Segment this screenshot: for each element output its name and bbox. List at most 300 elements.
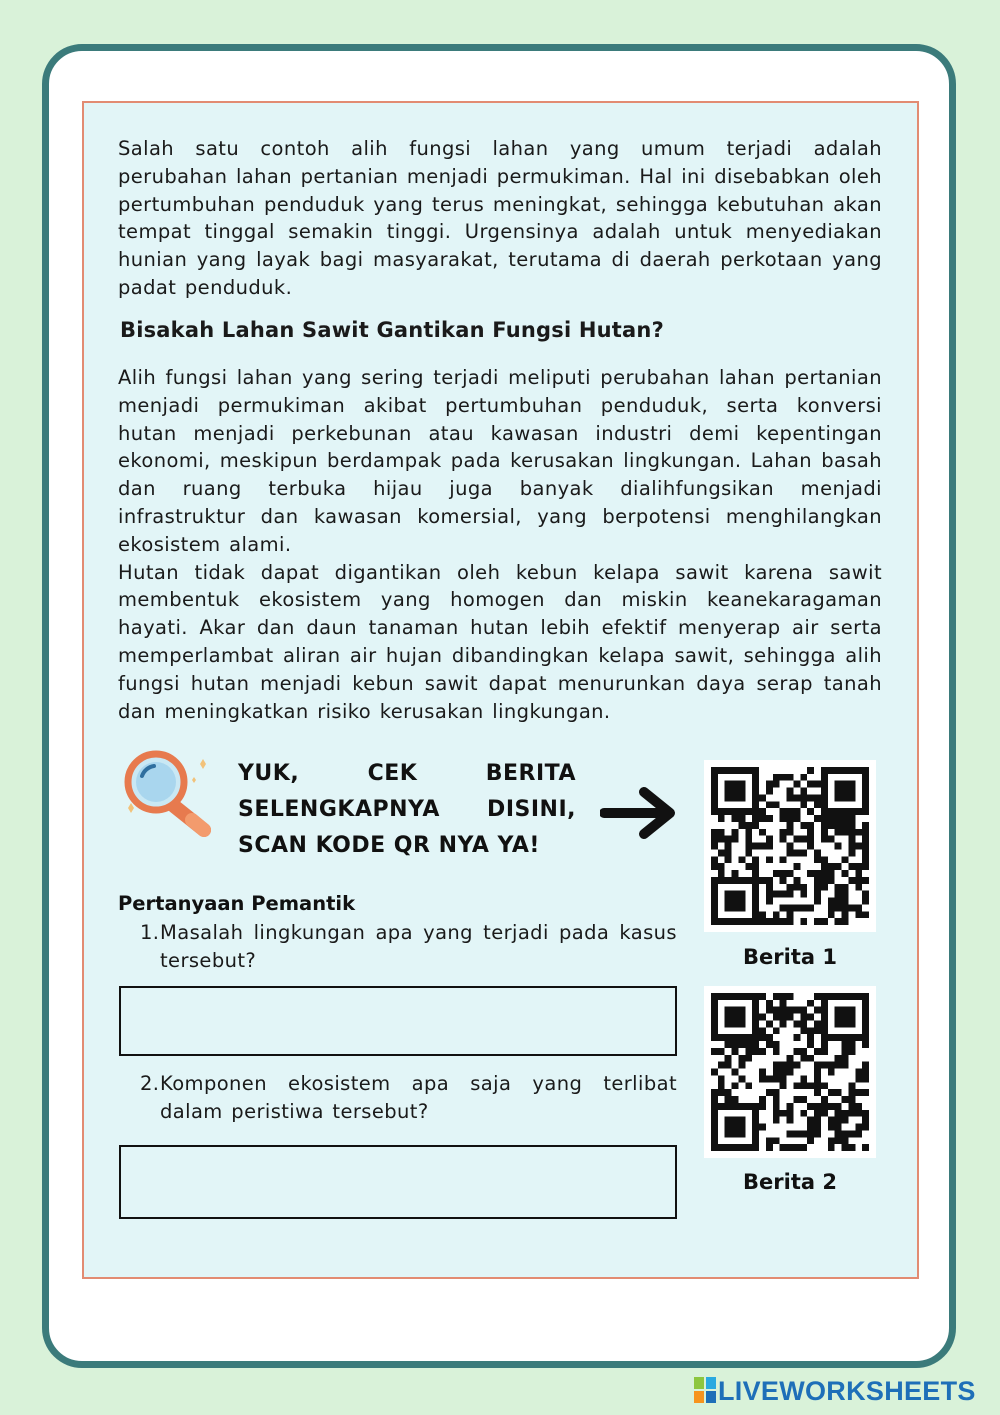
qr-module	[855, 1075, 862, 1082]
qr-module	[787, 774, 794, 781]
qr-module	[711, 1069, 718, 1076]
question-text: Masalah lingkungan apa yang terjadi pada kasus tersebut?	[160, 921, 677, 972]
qr-module	[718, 815, 725, 822]
qr-module	[759, 911, 766, 918]
qr-module	[814, 781, 821, 788]
qr-module	[800, 836, 807, 843]
qr-module	[800, 774, 807, 781]
qr-module	[855, 1069, 862, 1076]
qr-module	[711, 843, 718, 850]
qr-module	[835, 843, 842, 850]
qr-module	[800, 891, 807, 898]
qr-module	[821, 1048, 828, 1055]
qr-module	[848, 1048, 855, 1055]
qr-module	[793, 794, 800, 801]
qr-module	[711, 1048, 718, 1055]
qr-module	[732, 1041, 739, 1048]
qr-module	[725, 1062, 732, 1069]
qr-module	[855, 1103, 862, 1110]
qr-module	[766, 1000, 773, 1007]
qr-module	[800, 1020, 807, 1027]
qr-module	[842, 1117, 849, 1124]
qr-module	[773, 1117, 780, 1124]
qr-module	[773, 1062, 780, 1069]
qr-module	[842, 1144, 849, 1151]
qr-module	[745, 829, 752, 836]
qr-module	[862, 1062, 869, 1069]
qr-module	[814, 1069, 821, 1076]
qr-finder-pattern	[725, 781, 746, 802]
qr-module	[842, 1055, 849, 1062]
qr-module	[835, 1089, 842, 1096]
qr-module	[793, 1034, 800, 1041]
qr-label-2: Berita 2	[743, 1170, 837, 1194]
qr-code-berita-1[interactable]	[704, 760, 876, 932]
qr-module	[814, 1075, 821, 1082]
qr-module	[807, 1055, 814, 1062]
qr-module	[766, 815, 773, 822]
qr-module	[787, 884, 794, 891]
qr-module	[711, 863, 718, 870]
qr-module	[787, 794, 794, 801]
qr-module	[745, 863, 752, 870]
qr-module	[759, 1034, 766, 1041]
qr-module	[821, 829, 828, 836]
qr-module	[814, 1062, 821, 1069]
qr-module	[780, 918, 787, 925]
qr-module	[766, 788, 773, 795]
qr-module	[793, 884, 800, 891]
qr-module	[766, 891, 773, 898]
qr-module	[738, 856, 745, 863]
qr-module	[800, 918, 807, 925]
qr-module	[752, 1048, 759, 1055]
qr-module	[766, 1007, 773, 1014]
qr-module	[787, 993, 794, 1000]
qr-module	[828, 1103, 835, 1110]
qr-module	[828, 1137, 835, 1144]
qr-module	[766, 877, 773, 884]
qr-module	[842, 904, 849, 911]
qr-module	[745, 1055, 752, 1062]
qr-module	[842, 822, 849, 829]
qr-module	[842, 1130, 849, 1137]
qr-module	[793, 1082, 800, 1089]
qr-module	[793, 877, 800, 884]
qr-module	[800, 1096, 807, 1103]
qr-module	[807, 808, 814, 815]
body-paragraphs	[118, 364, 882, 725]
qr-module	[835, 1137, 842, 1144]
qr-module	[780, 877, 787, 884]
qr-module	[800, 822, 807, 829]
qr-module	[848, 1089, 855, 1096]
qr-module	[855, 911, 862, 918]
qr-module	[807, 1041, 814, 1048]
qr-module	[773, 870, 780, 877]
qr-module	[793, 781, 800, 788]
qr-module	[835, 1130, 842, 1137]
qr-module	[814, 849, 821, 856]
qr-module	[800, 788, 807, 795]
qr-module	[828, 911, 835, 918]
qr-module	[773, 1110, 780, 1117]
qr-module	[855, 1130, 862, 1137]
qr-module	[842, 918, 849, 925]
qr-module	[738, 822, 745, 829]
qr-module	[842, 815, 849, 822]
qr-module	[835, 1103, 842, 1110]
qr-module	[793, 849, 800, 856]
qr-module	[780, 815, 787, 822]
qr-module	[821, 870, 828, 877]
qr-module	[787, 918, 794, 925]
qr-module	[800, 1014, 807, 1021]
qr-finder-pattern	[835, 1007, 856, 1028]
qr-module	[814, 1027, 821, 1034]
qr-module	[807, 1103, 814, 1110]
qr-module	[780, 1082, 787, 1089]
qr-module	[814, 856, 821, 863]
qr-module	[862, 836, 869, 843]
qr-module	[752, 815, 759, 822]
qr-module	[732, 1082, 739, 1089]
qr-module	[711, 856, 718, 863]
qr-module	[725, 836, 732, 843]
qr-module	[855, 1110, 862, 1117]
qr-module	[842, 1041, 849, 1048]
qr-module	[780, 993, 787, 1000]
qr-module	[787, 1014, 794, 1021]
qr-module	[835, 1124, 842, 1131]
qr-module	[855, 843, 862, 850]
qr-module	[759, 808, 766, 815]
qr-module	[780, 856, 787, 863]
qr-module	[800, 1130, 807, 1137]
section-heading: Bisakah Lahan Sawit Gantikan Fungsi Hutan?	[120, 318, 664, 342]
qr-module	[814, 884, 821, 891]
qr-module	[835, 815, 842, 822]
qr-module	[807, 1034, 814, 1041]
qr-module	[787, 1103, 794, 1110]
qr-finder-pattern	[725, 1007, 746, 1028]
qr-module	[855, 904, 862, 911]
qr-module	[773, 1048, 780, 1055]
qr-module	[773, 1103, 780, 1110]
intro-paragraph-text: Salah satu contoh alih fungsi lahan yang umum terjadi adalah perubahan lahan pertanian menjadi permukiman. Hal ini disebabkan oleh pertumbuhan penduduk yang terus meningkat, sehingga kebutuhan akan tempat tinggal semakin tinggi. Urgensinya adalah untuk menyediakan hunian yang layak bagi masyarakat, terutama di daerah perkotaan yang padat penduduk.	[118, 137, 883, 299]
qr-module	[738, 1055, 745, 1062]
qr-module	[718, 849, 725, 856]
qr-module	[773, 1041, 780, 1048]
qr-module	[842, 884, 849, 891]
qr-module	[814, 815, 821, 822]
qr-module	[835, 1055, 842, 1062]
body-paragraph-2: Hutan tidak dapat digantikan oleh kebun kelapa sawit karena sawit membentuk ekosistem yang homogen dan miskin keanekaragaman hayati. Akar dan daun tanaman hutan lebih efektif menyerap air serta memperlambat aliran air hujan dibandingkan kelapa sawit, sehingga alih fungsi hutan menjadi kebun sawit dapat menurunkan daya serap tanah dan meningkatkan risiko kerusakan lingkungan.	[118, 560, 882, 723]
qr-code-berita-2[interactable]	[704, 986, 876, 1158]
qr-module	[766, 836, 773, 843]
qr-module	[766, 918, 773, 925]
qr-module	[848, 836, 855, 843]
qr-module	[848, 1041, 855, 1048]
qr-module	[828, 898, 835, 905]
qr-module	[773, 1007, 780, 1014]
callout-line-3: SCAN KODE QR NYA YA!	[238, 833, 540, 858]
qr-finder-pattern	[725, 1117, 746, 1138]
qr-module	[814, 1110, 821, 1117]
qr-module	[842, 870, 849, 877]
qr-module	[862, 863, 869, 870]
qr-module	[738, 1041, 745, 1048]
qr-module	[787, 1007, 794, 1014]
qr-module	[773, 1089, 780, 1096]
qr-module	[793, 863, 800, 870]
qr-module	[711, 829, 718, 836]
qr-module	[752, 822, 759, 829]
qr-module	[814, 1103, 821, 1110]
qr-module	[752, 856, 759, 863]
qr-module	[835, 1062, 842, 1069]
qr-module	[711, 1096, 718, 1103]
qr-module	[814, 1130, 821, 1137]
qr-module	[800, 794, 807, 801]
qr-module	[807, 781, 814, 788]
answer-input-1[interactable]	[119, 986, 677, 1056]
qr-module	[821, 863, 828, 870]
qr-module	[800, 1110, 807, 1117]
qr-module	[800, 884, 807, 891]
qr-module	[842, 898, 849, 905]
qr-module	[814, 1020, 821, 1027]
qr-module	[848, 1144, 855, 1151]
qr-module	[835, 898, 842, 905]
qr-module	[821, 836, 828, 843]
qr-module	[766, 1075, 773, 1082]
qr-module	[842, 1110, 849, 1117]
qr-module	[821, 815, 828, 822]
qr-module	[780, 904, 787, 911]
qr-module	[766, 884, 773, 891]
qr-module	[828, 1062, 835, 1069]
qr-module	[725, 1089, 732, 1096]
qr-module	[732, 1048, 739, 1055]
qr-module	[773, 1075, 780, 1082]
qr-module	[759, 993, 766, 1000]
qr-module	[780, 1069, 787, 1076]
qr-module	[814, 918, 821, 925]
qr-module	[773, 781, 780, 788]
qr-module	[759, 877, 766, 884]
qr-module	[800, 1075, 807, 1082]
qr-module	[759, 843, 766, 850]
qr-module	[800, 1027, 807, 1034]
qr-module	[725, 849, 732, 856]
qr-module	[828, 1089, 835, 1096]
qr-module	[766, 1137, 773, 1144]
qr-module	[745, 836, 752, 843]
qr-module	[732, 836, 739, 843]
qr-module	[773, 918, 780, 925]
questions-title: Pertanyaan Pemantik	[118, 892, 356, 915]
qr-module	[807, 870, 814, 877]
qr-module	[800, 1082, 807, 1089]
qr-module	[793, 1062, 800, 1069]
qr-module	[780, 808, 787, 815]
qr-module	[787, 1055, 794, 1062]
qr-module	[862, 1117, 869, 1124]
qr-module	[745, 1082, 752, 1089]
qr-module	[787, 843, 794, 850]
qr-module	[855, 1089, 862, 1096]
qr-module	[725, 856, 732, 863]
qr-module	[835, 1110, 842, 1117]
qr-module	[773, 993, 780, 1000]
qr-module	[780, 1020, 787, 1027]
qr-module	[842, 1048, 849, 1055]
qr-module	[862, 891, 869, 898]
qr-module	[814, 1089, 821, 1096]
qr-module	[807, 843, 814, 850]
qr-module	[842, 856, 849, 863]
question-2	[140, 1070, 677, 1126]
qr-module	[759, 1014, 766, 1021]
qr-module	[828, 1069, 835, 1076]
qr-module	[862, 1144, 869, 1151]
qr-module	[780, 774, 787, 781]
qr-module	[780, 836, 787, 843]
qr-module	[821, 1096, 828, 1103]
qr-module	[800, 904, 807, 911]
qr-module	[766, 781, 773, 788]
qr-module	[862, 1110, 869, 1117]
qr-module	[718, 1048, 725, 1055]
qr-module	[725, 1041, 732, 1048]
qr-module	[773, 1137, 780, 1144]
qr-module	[821, 856, 828, 863]
qr-module	[862, 829, 869, 836]
qr-module	[773, 1096, 780, 1103]
liveworksheets-logo	[694, 1377, 976, 1405]
qr-module	[718, 1075, 725, 1082]
qr-module	[773, 911, 780, 918]
qr-module	[848, 822, 855, 829]
qr-module	[848, 1082, 855, 1089]
qr-module	[725, 1096, 732, 1103]
qr-module	[814, 1082, 821, 1089]
qr-module	[745, 843, 752, 850]
qr-module	[793, 1144, 800, 1151]
qr-module	[814, 1117, 821, 1124]
qr-module	[835, 829, 842, 836]
qr-module	[800, 1055, 807, 1062]
qr-module	[787, 911, 794, 918]
answer-input-2[interactable]	[119, 1145, 677, 1219]
qr-finder-pattern	[725, 891, 746, 912]
qr-module	[759, 1103, 766, 1110]
qr-module	[738, 815, 745, 822]
qr-module	[759, 794, 766, 801]
qr-module	[787, 788, 794, 795]
qr-module	[793, 1048, 800, 1055]
qr-module	[787, 815, 794, 822]
qr-module	[814, 993, 821, 1000]
qr-module	[821, 1082, 828, 1089]
qr-module	[842, 911, 849, 918]
qr-module	[848, 843, 855, 850]
qr-module	[862, 911, 869, 918]
qr-module	[862, 856, 869, 863]
qr-module	[787, 829, 794, 836]
qr-module	[814, 877, 821, 884]
qr-module	[780, 870, 787, 877]
qr-module	[821, 884, 828, 891]
qr-module	[711, 1089, 718, 1096]
qr-module	[787, 870, 794, 877]
qr-module	[711, 836, 718, 843]
qr-module	[718, 1089, 725, 1096]
qr-module	[855, 829, 862, 836]
qr-module	[780, 1007, 787, 1014]
callout-line-1: YUK, CEK BERITA	[238, 761, 576, 786]
qr-module	[766, 1034, 773, 1041]
qr-module	[814, 794, 821, 801]
callout-line-2: SELENGKAPNYA DISINI,	[238, 797, 576, 822]
qr-module	[773, 774, 780, 781]
qr-module	[814, 898, 821, 905]
qr-module	[800, 1144, 807, 1151]
qr-module	[855, 863, 862, 870]
qr-module	[821, 1103, 828, 1110]
qr-module	[752, 870, 759, 877]
qr-module	[759, 1069, 766, 1076]
qr-module	[787, 1144, 794, 1151]
qr-module	[835, 918, 842, 925]
qr-module	[855, 870, 862, 877]
qr-module	[821, 1041, 828, 1048]
qr-module	[848, 863, 855, 870]
qr-module	[793, 1020, 800, 1027]
qr-module	[787, 849, 794, 856]
qr-module	[835, 1117, 842, 1124]
qr-module	[848, 815, 855, 822]
qr-module	[745, 849, 752, 856]
qr-module	[821, 1110, 828, 1117]
qr-module	[800, 849, 807, 856]
qr-module	[848, 1103, 855, 1110]
arrow-right-icon	[600, 786, 680, 840]
qr-module	[814, 801, 821, 808]
qr-module	[828, 904, 835, 911]
qr-module	[835, 822, 842, 829]
qr-module	[862, 1124, 869, 1131]
qr-module	[732, 815, 739, 822]
qr-module	[787, 1117, 794, 1124]
qr-module	[787, 808, 794, 815]
qr-module	[835, 891, 842, 898]
qr-module	[807, 822, 814, 829]
qr-module	[807, 1027, 814, 1034]
qr-module	[793, 904, 800, 911]
qr-module	[814, 1124, 821, 1131]
qr-module	[848, 1096, 855, 1103]
qr-module	[862, 822, 869, 829]
qr-module	[759, 1027, 766, 1034]
qr-module	[759, 815, 766, 822]
qr-module	[745, 822, 752, 829]
qr-module	[759, 1096, 766, 1103]
qr-module	[766, 843, 773, 850]
qr-module	[752, 843, 759, 850]
qr-module	[787, 904, 794, 911]
